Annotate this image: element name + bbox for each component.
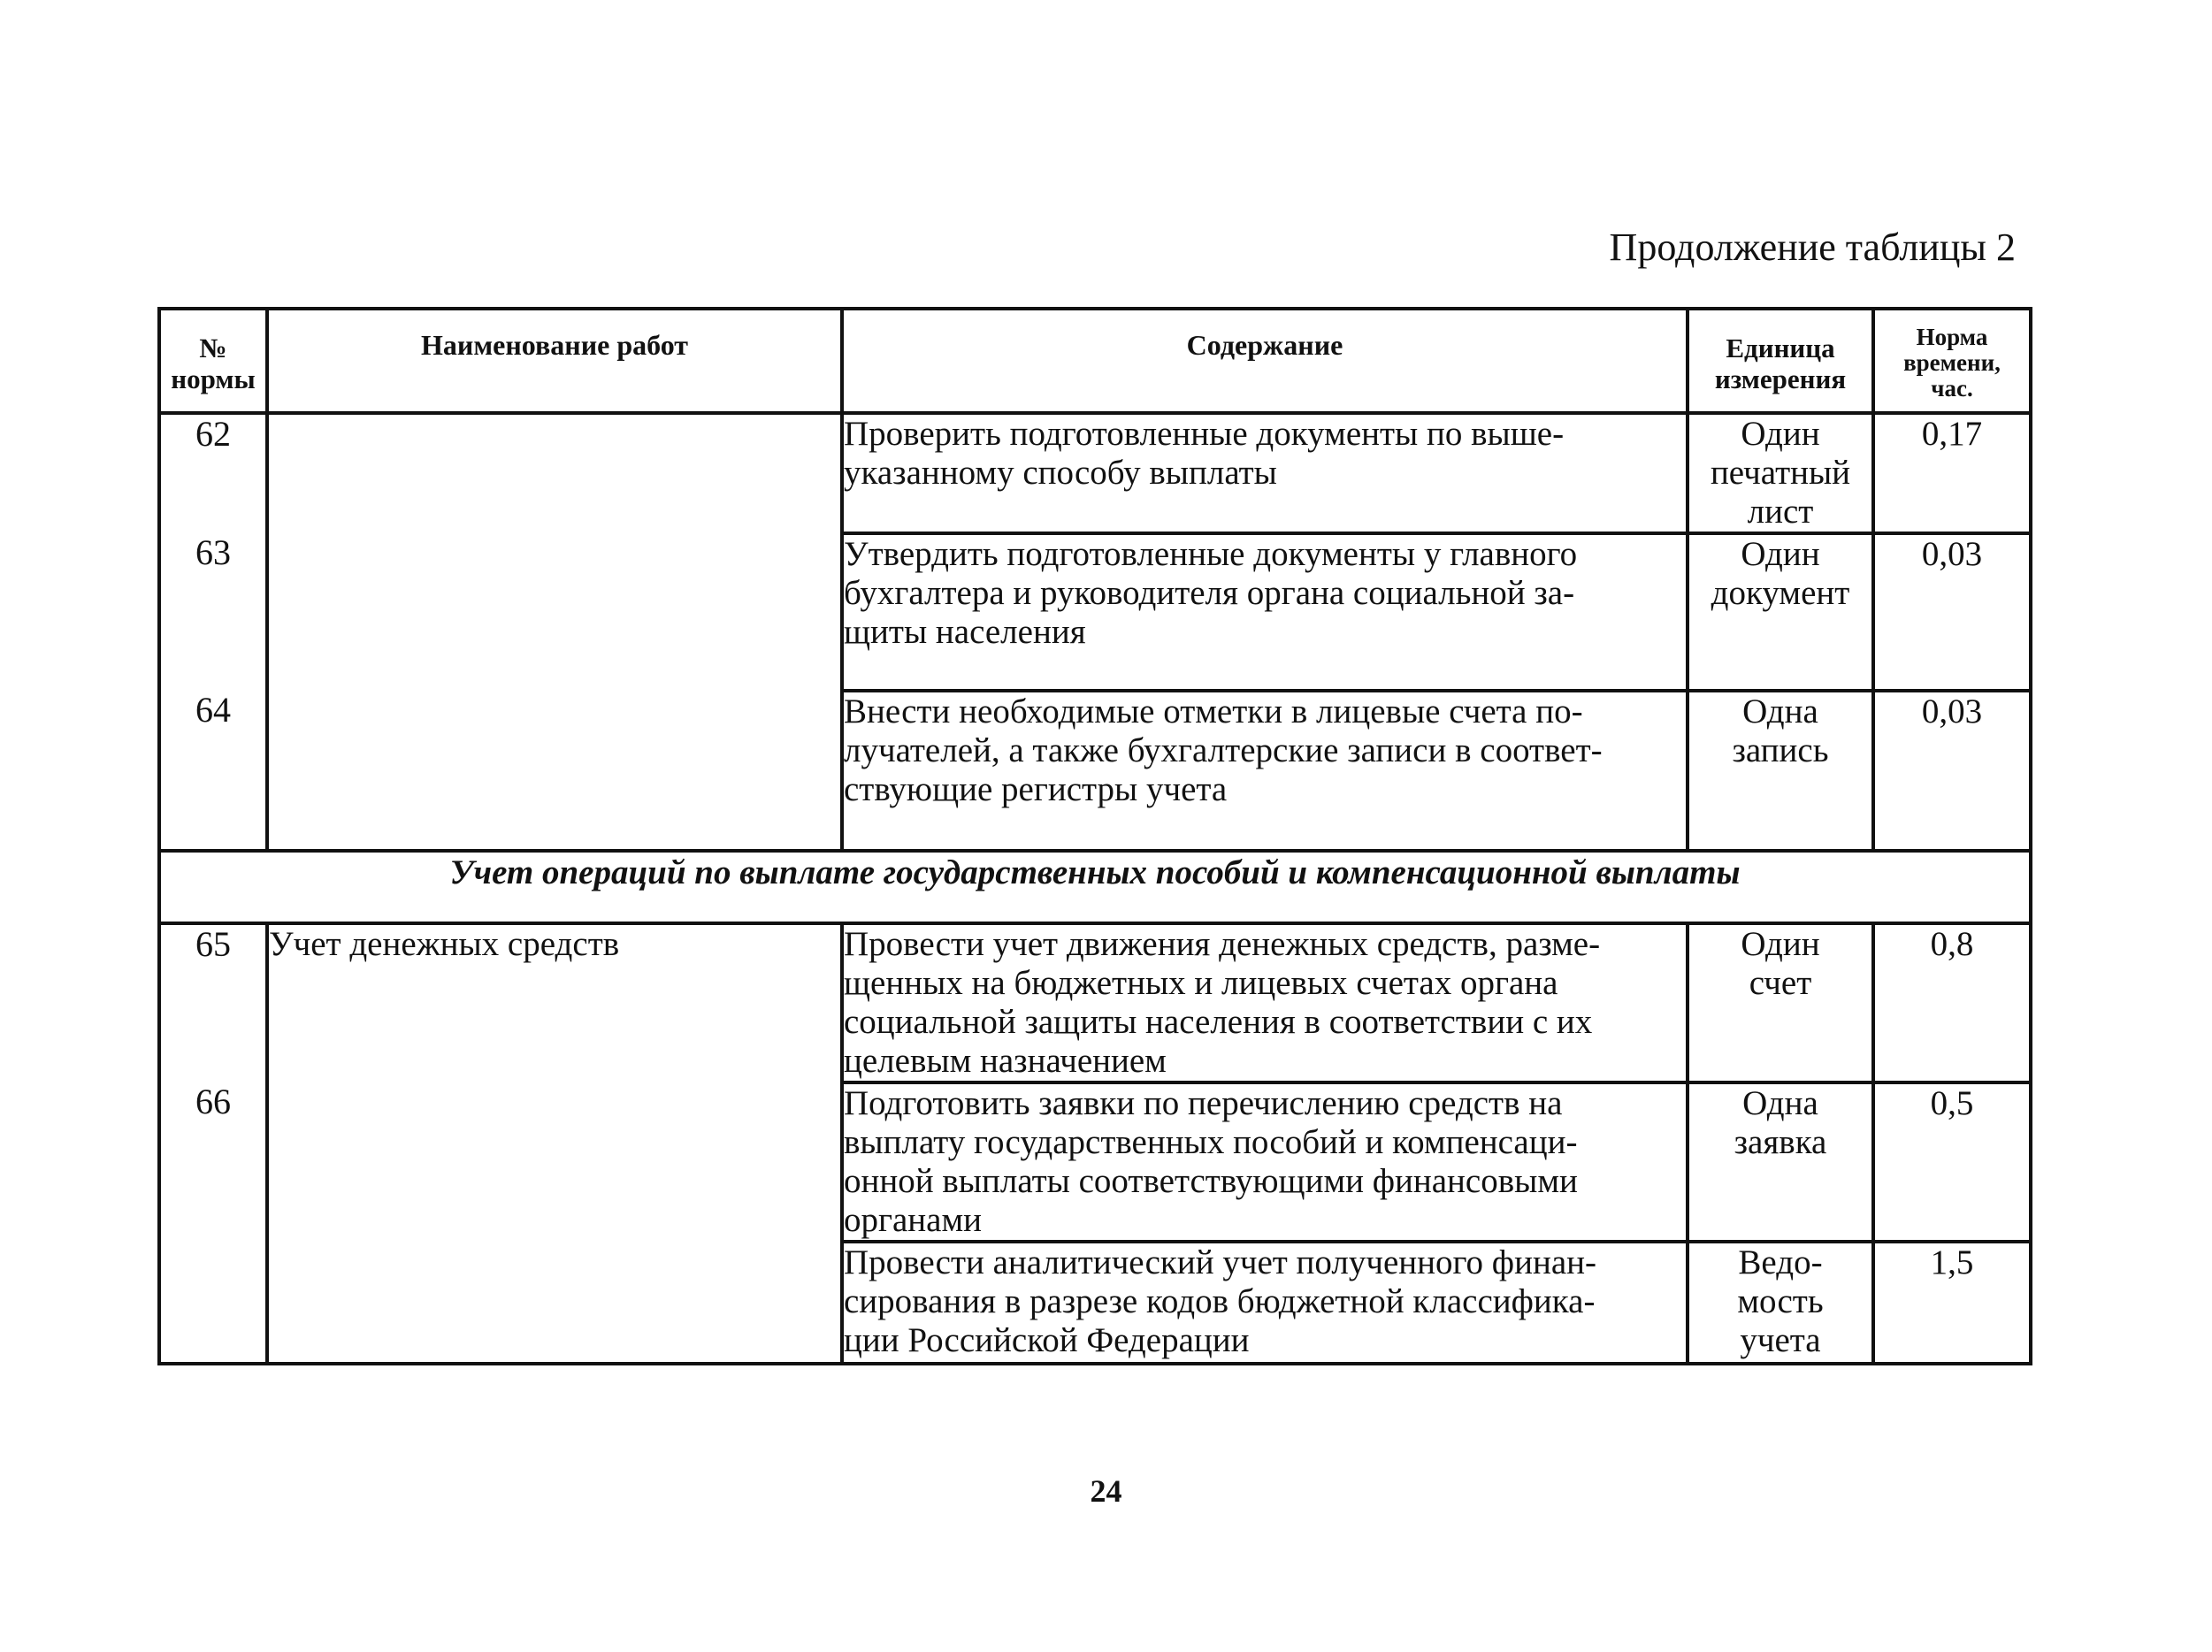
table-row	[159, 923, 2031, 1082]
section-title: Учет операций по выплате государственных пособий и компенсационной выплаты	[159, 851, 2031, 923]
work-name-cell	[267, 413, 842, 851]
unit-line: учета	[1740, 1321, 1821, 1359]
header-unit-line-2: измерения	[1714, 363, 1847, 394]
time-norm-cell: 0,8	[1873, 923, 2031, 1082]
unit-line: мость	[1737, 1282, 1824, 1320]
header-time-norm	[1873, 309, 2031, 413]
time-norm-cell: 0,5	[1873, 1082, 2031, 1242]
content-line: щиты населения	[844, 613, 1086, 651]
unit-line: заявка	[1734, 1123, 1827, 1161]
unit-line: печатный	[1710, 454, 1851, 492]
content-line: Подготовить заявки по перечислению средств на	[844, 1084, 1563, 1122]
content-cell	[842, 923, 1688, 1082]
content-line: ции Российской Федерации	[844, 1321, 1250, 1359]
content-cell	[842, 413, 1688, 533]
time-norm-cell: 0,17	[1873, 413, 2031, 533]
header-work-name: Наименование работ	[267, 309, 842, 413]
content-line: Внести необходимые отметки в лицевые счета по-	[844, 692, 1583, 730]
table-row	[159, 413, 2031, 533]
header-time-norm-line-3: час.	[1931, 374, 1973, 402]
unit-cell	[1688, 533, 1873, 691]
content-line: Провести учет движения денежных средств, разме-	[844, 925, 1601, 963]
content-cell	[842, 691, 1688, 851]
header-norm-number-line-1: №	[199, 333, 227, 363]
table-continuation-caption: Продолжение таблицы 2	[1609, 226, 2016, 269]
table-header-row	[159, 309, 2031, 413]
unit-cell	[1688, 691, 1873, 851]
header-content: Содержание	[842, 309, 1688, 413]
unit-line: Ведо-	[1738, 1243, 1823, 1281]
unit-line: Одна	[1742, 692, 1818, 730]
unit-cell	[1688, 1242, 1873, 1364]
work-name-cell: Учет денежных средств	[267, 923, 842, 1364]
content-line: выплату государственных пособий и компенсаци-	[844, 1123, 1578, 1161]
unit-line: Один	[1741, 535, 1820, 573]
norm-number-cell: 63	[159, 533, 267, 691]
unit-line: Один	[1741, 415, 1820, 453]
content-cell	[842, 533, 1688, 691]
norm-number-cell: 62	[159, 413, 267, 533]
header-time-norm-line-1: Норма	[1916, 323, 1988, 350]
unit-line: лист	[1747, 493, 1814, 531]
time-norm-cell: 1,5	[1873, 1242, 2031, 1364]
norm-number-cell: 64	[159, 691, 267, 851]
unit-line: запись	[1732, 731, 1829, 769]
header-unit-line-1: Единица	[1726, 333, 1835, 363]
unit-cell	[1688, 923, 1873, 1082]
time-norm-cell: 0,03	[1873, 691, 2031, 851]
content-line: социальной защиты населения в соответствии с их	[844, 1003, 1593, 1041]
content-cell	[842, 1242, 1688, 1364]
unit-cell	[1688, 413, 1873, 533]
content-line: Провести аналитический учет полученного финан-	[844, 1243, 1596, 1281]
unit-line: Один	[1741, 925, 1820, 963]
content-line: указанному способу выплаты	[844, 454, 1277, 492]
section-row	[159, 851, 2031, 923]
unit-line: документ	[1711, 574, 1850, 612]
norm-number-cell: 66	[159, 1082, 267, 1242]
norms-table	[157, 307, 2032, 1365]
content-line: ствующие регистры учета	[844, 770, 1228, 808]
content-line: щенных на бюджетных и лицевых счетах органа	[844, 964, 1558, 1002]
content-cell	[842, 1082, 1688, 1242]
content-line: онной выплаты соответствующими финансовыми	[844, 1162, 1578, 1200]
time-norm-cell: 0,03	[1873, 533, 2031, 691]
page-number: 24	[1090, 1473, 1122, 1509]
unit-line: счет	[1749, 964, 1812, 1002]
header-time-norm-line-2: времени,	[1903, 348, 2001, 376]
norm-number-cell: 65	[159, 923, 267, 1082]
unit-line: Одна	[1742, 1084, 1818, 1122]
header-norm-number-line-2: нормы	[171, 363, 256, 394]
content-line: Утвердить подготовленные документы у главного	[844, 535, 1578, 573]
unit-cell	[1688, 1082, 1873, 1242]
content-line: целевым назначением	[844, 1042, 1167, 1080]
content-line: органами	[844, 1201, 983, 1239]
norm-number-cell	[159, 1242, 267, 1364]
header-unit	[1688, 309, 1873, 413]
content-line: Проверить подготовленные документы по выше-	[844, 415, 1565, 453]
content-line: лучателей, а также бухгалтерские записи в соответ-	[844, 731, 1603, 769]
header-norm-number	[159, 309, 267, 413]
content-line: бухгалтера и руководителя органа социальной за-	[844, 574, 1575, 612]
content-line: сирования в разрезе кодов бюджетной классифика-	[844, 1282, 1596, 1320]
